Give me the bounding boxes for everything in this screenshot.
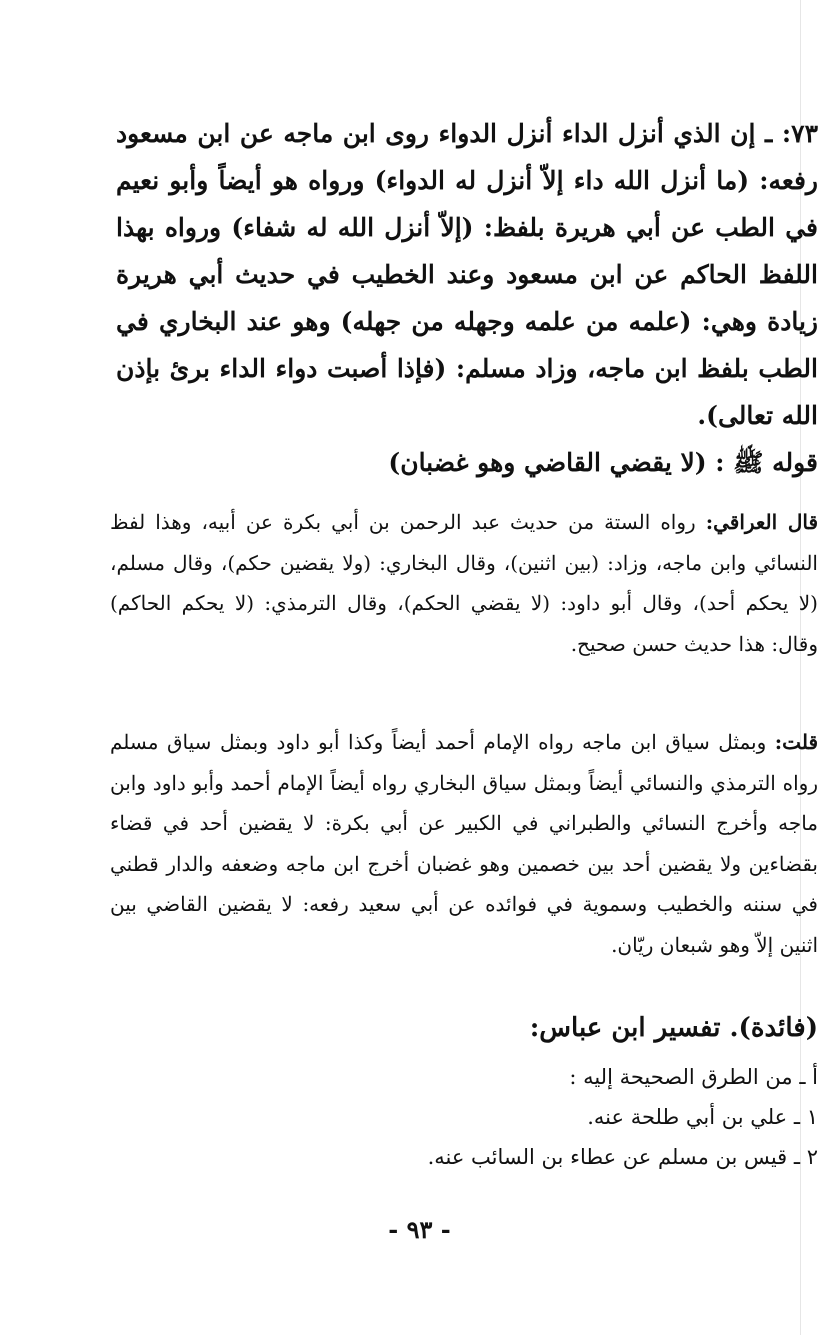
benefit-title: (فائدة). تفسير ابن عباس: <box>529 1013 818 1043</box>
qult-label: قلت: <box>774 730 818 754</box>
hadith-73-paragraph: ٧٣: ـ إن الذي أنزل الداء أنزل الدواء روى ابن ماجه عن ابن مسعود رفعه: (ما أنزل الله داء إلاّ أنزل له الدواء) ورواه هو أيضاً وأبو نعيم في الطب عن أبي هريرة بلفظ: (إلاّ أنزل الله له شفاء) ورواه بهذا اللفظ الحاكم عن ابن مسعود وعند الخطيب في حديث أبي هريرة زيادة وهي: (علمه من علمه وجهله من جهله) وهو عند البخاري في الطب بلفظ ابن ماجه، وزاد مسلم: (فإذا أصبت دواء الداء برئ بإذن الله تعالى). <box>116 119 818 430</box>
qult-text: وبمثل سياق ابن ماجه رواه الإمام أحمد أيضاً وكذا أبو داود وبمثل سياق مسلم رواه الترمذي والنسائي أيضاً وبمثل سياق البخاري رواه أيضاً الإمام أحمد وأبو داود وابن ماجه وأخرج النسائي والطبراني في الكبير عن أبي بكرة: لا يقضين أحد في قضاء بقضاءين ولا يقضين أحد بين خصمين وهو غضبان أخرج ابن ماجه وضعفه والدار قطني في سننه والخطيب وسموية في فوائده عن أبي سعيد رفعه: لا يقضين القاضي بين اثنين إلاّ وهو شبعان ريّان. <box>110 730 818 957</box>
list-item: ٢ ـ قيس بن مسلم عن عطاء بن السائب عنه. <box>427 1145 818 1169</box>
benefit-list <box>120 1057 818 1177</box>
saying-heading: قوله ﷺ : (لا يقضي القاضي وهو غضبان) <box>388 448 818 477</box>
list-item: ١ ـ علي بن أبي طلحة عنه. <box>587 1105 818 1129</box>
page-number: - ٩٣ - <box>388 1215 451 1244</box>
qult-commentary <box>110 722 818 965</box>
iraqi-paragraph <box>110 502 818 664</box>
iraqi-text: رواه الستة من حديث عبد الرحمن بن أبي بكرة عن أبيه، وهذا لفظ النسائي وابن ماجه، وزاد: (بين اثنين)، وقال البخاري: (ولا يقضين حكم)، وقال مسلم، (لا يحكم أحد)، وقال أبو داود: (لا يقضي الحكم)، وقال الترمذي: (لا يحكم الحاكم) وقال: هذا حديث حسن صحيح. <box>110 510 818 656</box>
main-text <box>116 110 818 486</box>
iraqi-label: قال العراقي: <box>705 510 819 534</box>
list-item: أ ـ من الطرق الصحيحة إليه : <box>569 1065 818 1089</box>
iraqi-commentary <box>110 502 818 664</box>
benefit-section <box>120 1005 818 1177</box>
qult-paragraph <box>110 722 818 965</box>
